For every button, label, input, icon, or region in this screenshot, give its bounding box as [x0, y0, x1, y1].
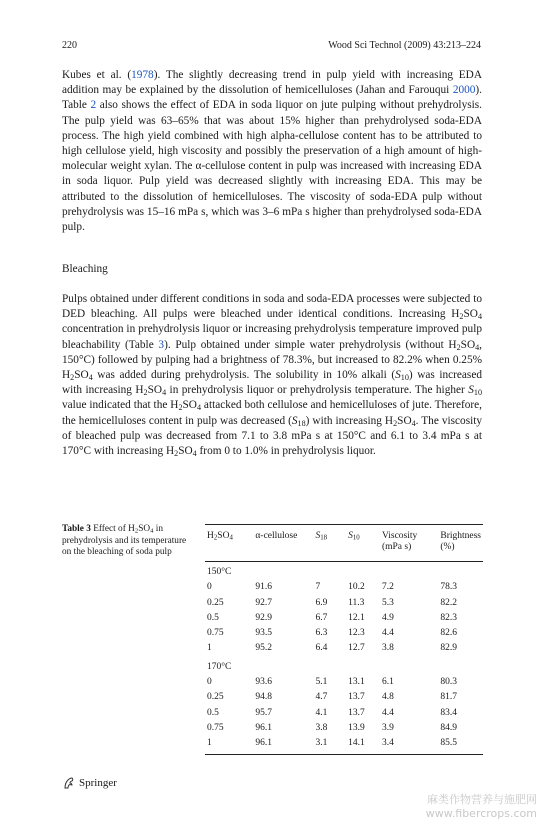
col-header-h2so4: $H_2SO_4$ — [205, 525, 253, 562]
springer-horse-icon — [62, 776, 76, 790]
table-body — [205, 562, 483, 755]
journal-citation: Wood Sci Technol (2009) 43:213–224 — [328, 40, 481, 51]
table-row: 0 91.6 7 10.2 7.2 78.3 — [207, 582, 457, 593]
paragraph-1: Kubes et al. (1978). The slightly decreasing trend in pulp yield with increasing EDA addition may be explained by the dissolution of hemicelluloses (Jahan and Farouqui 2000). Table 2 also shows the effect of EDA in soda liquor on jute pulping without prehydrolysis. The pulp yield was 63–65% that was about 15% higher than prehydrolysed soda-EDA process. The high yield combined with high alpha-cellulose content has to be attributed to high cellulose yield, high viscosity and possibly the preservation of a high amount of high-molecular weight xylan. The α-cellulose content in pulp was increased with increasing EDA in soda liquor. Pulp yield was decreased slightly with increasing EDA. This may be attributed to the dissolution of hemicelluloses. The viscosity of soda-EDA pulp without prehydrolysis was 15–16 mPa s, which was 3–6 mPa s higher than prehydrolysed soda-EDA pulp. — [62, 69, 482, 234]
table-row: 1 96.1 3.1 14.1 3.4 85.5 — [205, 736, 483, 754]
table-row: 0.25 92.7 6.9 11.3 5.3 82.2 — [207, 597, 457, 608]
table-3 — [205, 524, 483, 755]
section-heading-bleaching: Bleaching — [62, 263, 108, 275]
table-row: 0.75 96.1 3.8 13.9 3.9 84.9 — [207, 722, 457, 733]
group-row-170 — [205, 657, 483, 675]
col-header-alpha-cellulose: α-cellulose — [253, 525, 313, 562]
watermark-line-2: www.fibercrops.com — [425, 807, 537, 820]
table-link-3[interactable]: 3 — [158, 338, 165, 351]
table-3-caption: Table 3 Effect of $H_2SO_4$ in prehydrolysis and its temperature on the bleaching of soda pulp — [62, 524, 187, 557]
page-number: 220 — [62, 40, 77, 51]
group-row-150 — [205, 562, 483, 581]
citation-link-1978[interactable]: 1978 — [131, 69, 154, 81]
group-label-150c: 150°C — [207, 567, 232, 577]
page-footer — [62, 776, 117, 790]
table-row: 0.25 94.8 4.7 13.7 4.8 81.7 — [207, 692, 457, 703]
col-header-brightness: Brightness (%) — [438, 525, 483, 562]
paragraph-2: Pulps obtained under different conditions in soda and soda-EDA processes were subjected to DED bleaching. All pulps were bleached under identical conditions. Increasing $H_2SO_4$ concentration in prehydrolysis liquor or increasing prehydrolysis temperature improved pulp bleachability (Table 3). Pulp obtained under simple water prehydrolysis (without $H_2SO_4$, 150°C) followed by pulping had a brightness of 78.3%, but increased to 82.2% when 0.25% $H_2SO_4$ was added during prehydrolysis. The solubility in 10% alkali $(S_{10})$ was increased with increasing $H_2SO_4$ in prehydrolysis liquor or prehydrolysis temperature. The higher $S_{10}$ value indicated that the $H_2SO_4$ attacked both cellulose and hemicelluloses of jute. Therefore, the hemicelluloses content in pulp was decreased $(S_{18})$ with increasing $H_2SO_4$. The viscosity of bleached pulp was decreased from 7.1 to 3.8 mPa s at 150°C and 6.1 to 3.4 mPa s at 170°C with increasing $H_2SO_4$ from 0 to 1.0% in prehydrolysis liquor. — [62, 293, 483, 459]
table-row: 0.5 92.9 6.7 12.1 4.9 82.3 — [207, 612, 457, 623]
running-header — [62, 40, 481, 56]
table-row: 0.5 95.7 4.1 13.7 4.4 83.4 — [207, 707, 457, 718]
table-row: 0.75 93.5 6.3 12.3 4.4 82.6 — [207, 628, 457, 639]
watermark — [426, 793, 537, 821]
watermark-line-1: 麻类作物营养与施肥网 — [427, 793, 537, 806]
table-row: 0 93.6 5.1 13.1 6.1 80.3 — [207, 677, 457, 688]
col-header-viscosity: Viscosity (mPa s) — [380, 525, 438, 562]
col-header-s18: $S_{18}$ — [314, 525, 347, 562]
table-row: 1 95.2 6.4 12.7 3.8 82.9 — [207, 643, 457, 654]
publisher-name: Springer — [79, 777, 117, 789]
citation-link-2000[interactable]: 2000 — [452, 84, 476, 97]
table-header-row — [205, 525, 483, 562]
table-link-2[interactable]: 2 — [90, 99, 97, 112]
group-label-170c: 170°C — [207, 661, 232, 672]
col-header-s10: $S_{10}$ — [346, 525, 380, 562]
